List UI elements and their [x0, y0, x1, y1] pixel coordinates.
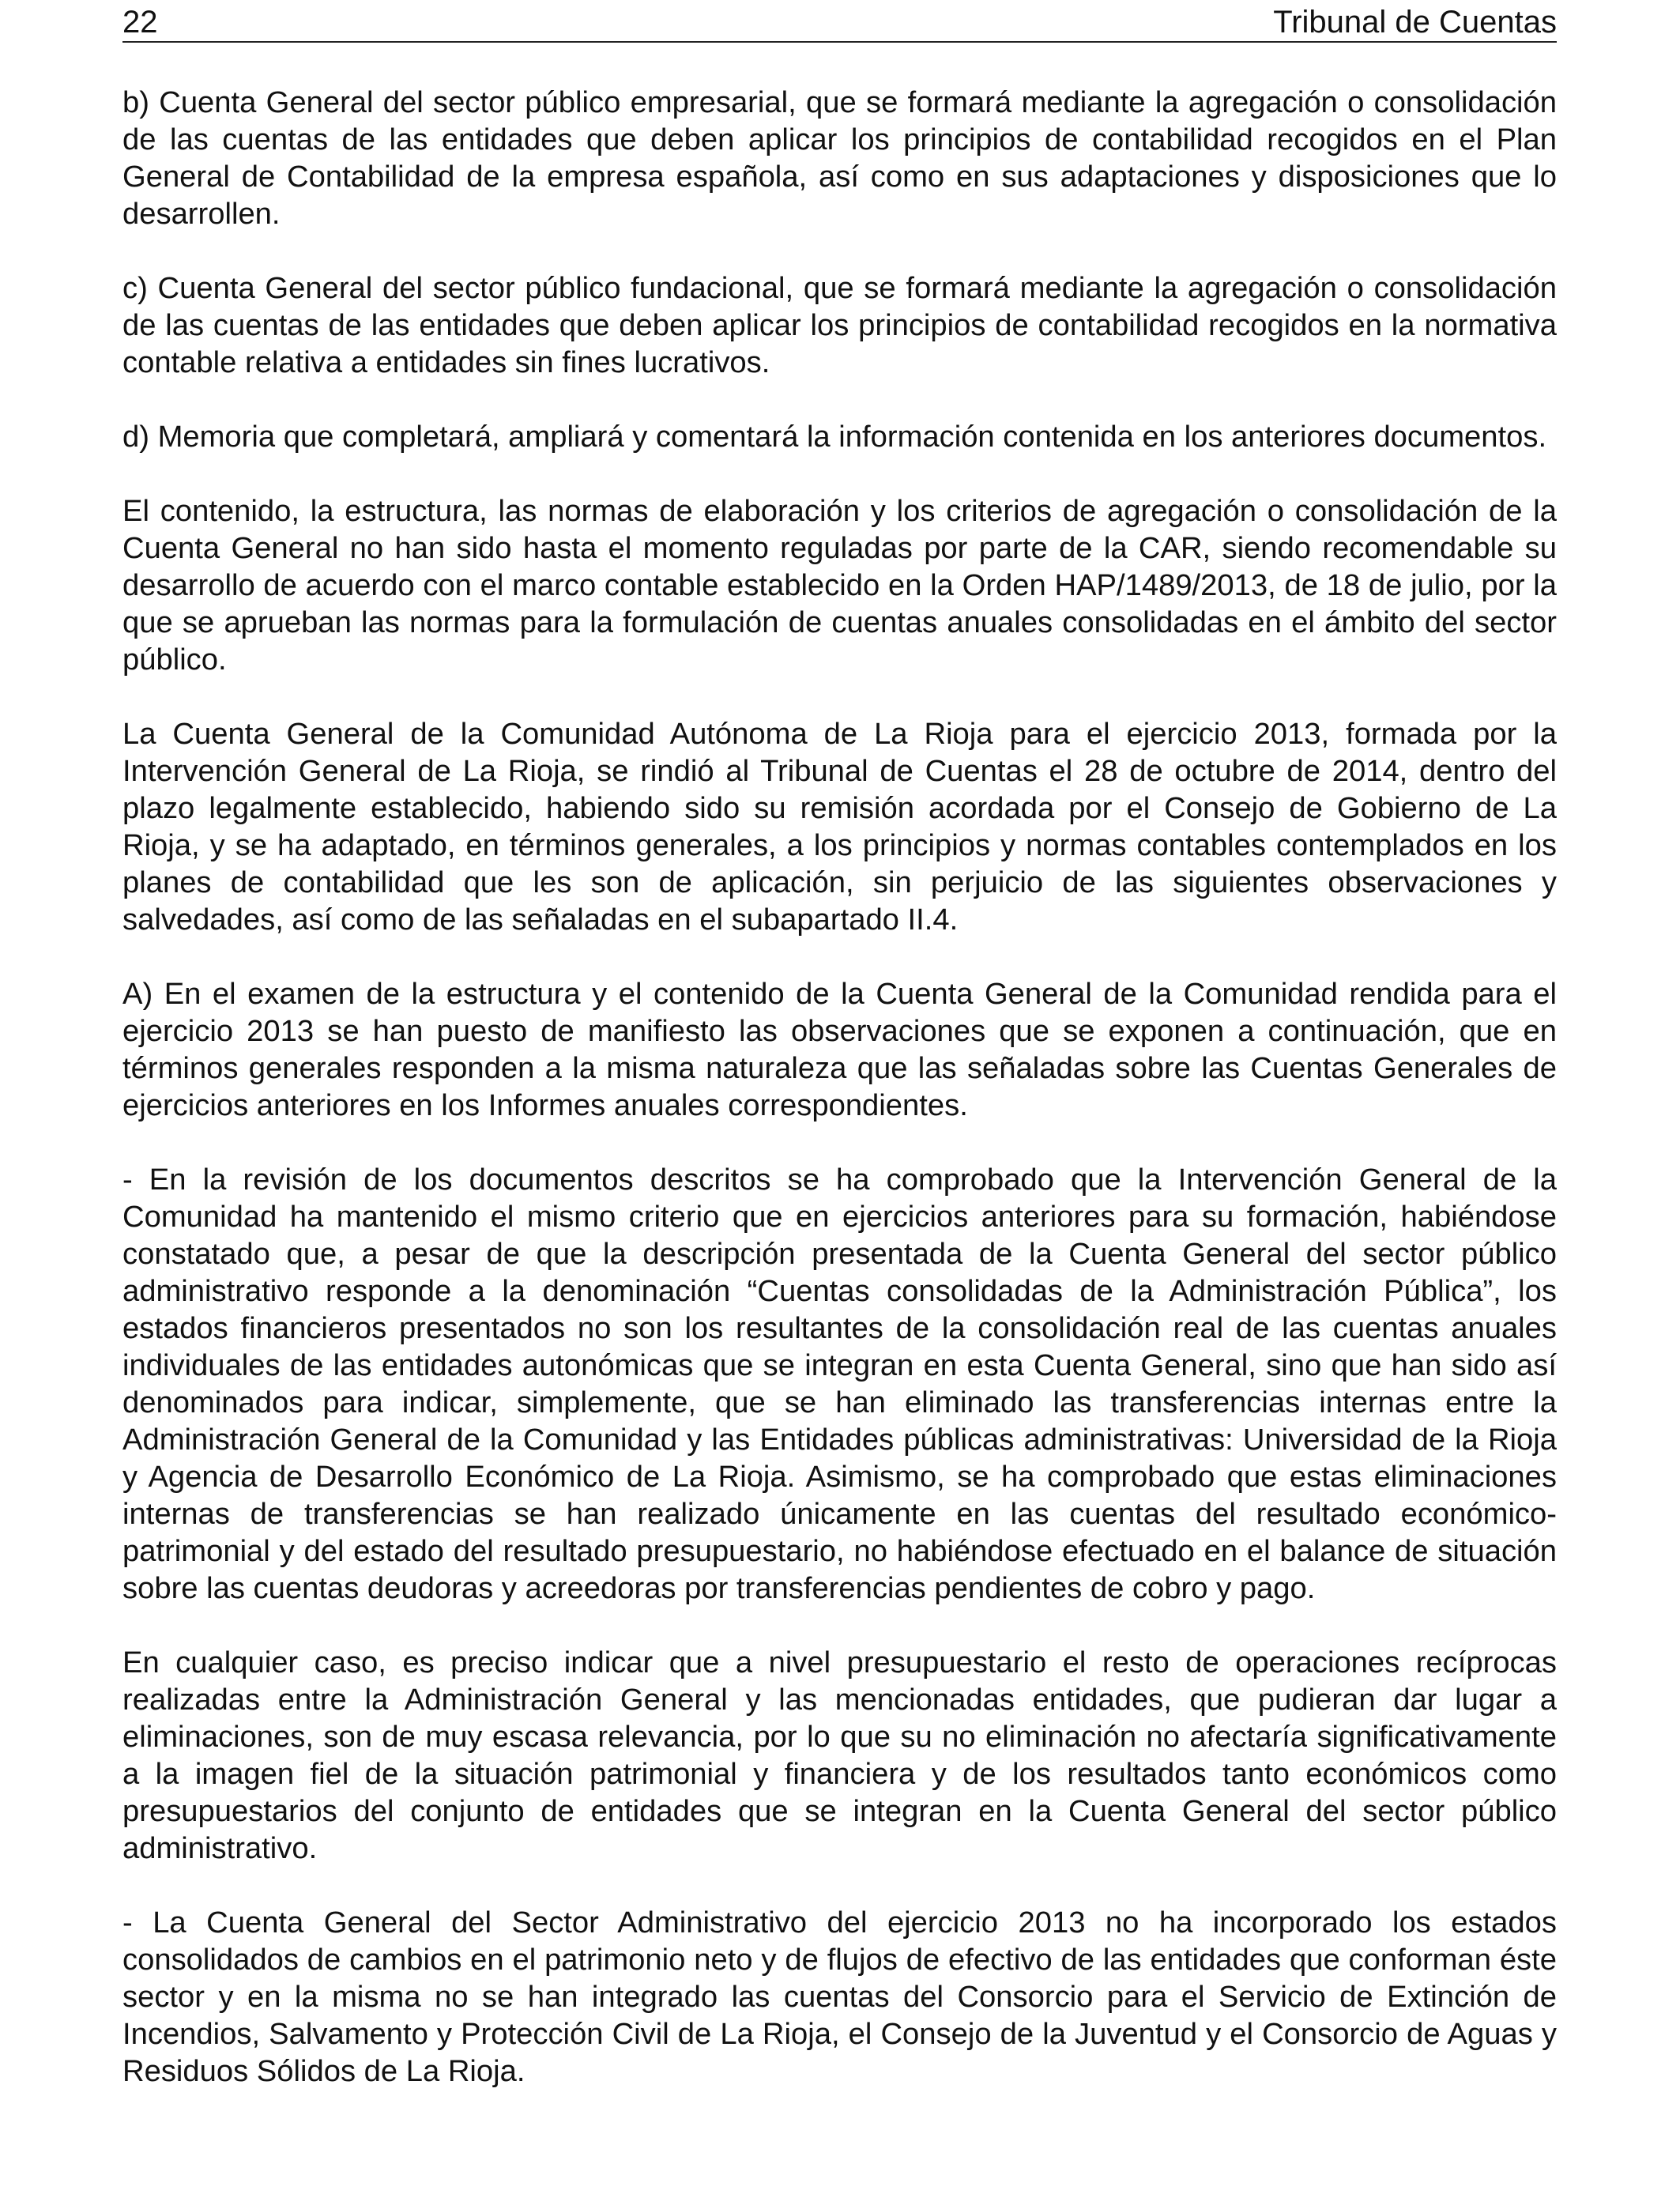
document-body: [122, 84, 1557, 2090]
page-number: 22: [122, 5, 158, 40]
paragraph-b-cuenta-empresarial: b) Cuenta General del sector público empresarial, que se formará mediante la agregación o consolidación de las cuentas de las entidades que deben aplicar los principios de contabilidad recogidos en el Plan General de Contabilidad de la empresa española, así como en sus adaptaciones y disposiciones que lo desarrollen.: [122, 85, 1557, 231]
paragraph-revision-documentos: - En la revisión de los documentos descritos se ha comprobado que la Intervención General de la Comunidad ha mantenido el mismo criterio que en ejercicios anteriores para su formación, habiéndose constatado que, a pesar de que la descripción presentada de la Cuenta General del sector público administrativo responde a la denominación “Cuentas consolidadas de la Administración Pública”, los estados financieros presentados no son los resultantes de la consolidación real de las cuentas anuales individuales de las entidades autonómicas que se integran en esta Cuenta General, sino que han sido así denominados para indicar, simplemente, que se han eliminado las transferencias internas entre la Administración General de la Comunidad y las Entidades públicas administrativas: Universidad de la Rioja y Agencia de Desarrollo Económico de La Rioja. Asimismo, se ha comprobado que estas eliminaciones internas de transferencias se han realizado únicamente en las cuentas del resultado económico-patrimonial y del estado del resultado presupuestario, no habiéndose efectuado en el balance de situación sobre las cuentas deudoras y acreedoras por transferencias pendientes de cobro y pago.: [122, 1163, 1557, 1605]
paragraph-d-memoria: d) Memoria que completará, ampliará y comentará la información contenida en los anteriores documentos.: [122, 420, 1547, 454]
paragraph-a-examen: A) En el examen de la estructura y el contenido de la Cuenta General de la Comunidad rendida para el ejercicio 2013 se han puesto de manifiesto las observaciones que se exponen a continuación, que en términos generales responden a la misma naturaleza que las señaladas sobre las Cuentas Generales de ejercicios anteriores en los Informes anuales correspondientes.: [122, 977, 1557, 1122]
paragraph-c-cuenta-fundacional: c) Cuenta General del sector público fundacional, que se formará mediante la agregación o consolidación de las cuentas de las entidades que deben aplicar los principios de contabilidad recogidos en la normativa contable relativa a entidades sin fines lucrativos.: [122, 271, 1557, 379]
paragraph-contenido-estructura: El contenido, la estructura, las normas de elaboración y los criterios de agregación o consolidación de la Cuenta General no han sido hasta el momento reguladas por parte de la CAR, siendo recomendable su desarrollo de acuerdo con el marco contable establecido en la Orden HAP/1489/2013, de 18 de julio, por la que se aprueban las normas para la formulación de cuentas anuales consolidadas en el ámbito del sector público.: [122, 494, 1557, 677]
page-header: [122, 0, 1557, 43]
document-page: [122, 0, 1557, 2090]
header-title: Tribunal de Cuentas: [1273, 5, 1557, 40]
paragraph-operaciones-reciprocas: En cualquier caso, es preciso indicar que a nivel presupuestario el resto de operaciones recíprocas realizadas entre la Administración General y las mencionadas entidades, que pudieran dar lugar a eliminaciones, son de muy escasa relevancia, por lo que su no eliminación no afectaría significativamente a la imagen fiel de la situación patrimonial y financiera y de los resultados tanto económicos como presupuestarios del conjunto de entidades que se integran en la Cuenta General del sector público administrativo.: [122, 1646, 1557, 1865]
paragraph-cuenta-general-2013: La Cuenta General de la Comunidad Autónoma de La Rioja para el ejercicio 2013, formada por la Intervención General de La Rioja, se rindió al Tribunal de Cuentas el 28 de octubre de 2014, dentro del plazo legalmente establecido, habiendo sido su remisión acordada por el Consejo de Gobierno de La Rioja, y se ha adaptado, en términos generales, a los principios y normas contables contemplados en los planes de contabilidad que les son de aplicación, sin perjuicio de las siguientes observaciones y salvedades, así como de las señaladas en el subapartado II.4.: [122, 717, 1557, 937]
paragraph-sector-administrativo: - La Cuenta General del Sector Administrativo del ejercicio 2013 no ha incorporado los estados consolidados de cambios en el patrimonio neto y de flujos de efectivo de las entidades que conforman éste sector y en la misma no se han integrado las cuentas del Consorcio para el Servicio de Extinción de Incendios, Salvamento y Protección Civil de La Rioja, el Consejo de la Juventud y el Consorcio de Aguas y Residuos Sólidos de La Rioja.: [122, 1906, 1557, 2088]
